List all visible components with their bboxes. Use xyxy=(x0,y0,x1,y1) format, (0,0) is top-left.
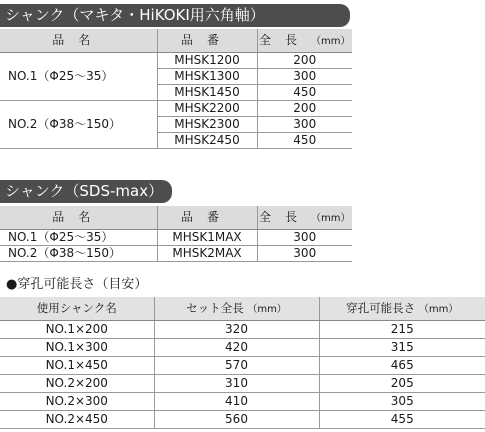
set-length: 310 xyxy=(154,375,319,393)
product-code: MHSK1200 xyxy=(157,53,257,69)
product-code: MHSK1300 xyxy=(157,69,257,85)
header-unit: （mm） xyxy=(311,35,351,47)
length-value: 200 xyxy=(257,101,352,117)
set-length: 420 xyxy=(154,339,319,357)
table-row xyxy=(0,339,485,357)
product-code: MHSK2450 xyxy=(157,133,257,149)
section-title-sds-max: シャンク（SDS-max） xyxy=(0,180,172,203)
header-length-text: 全長 xyxy=(259,32,312,47)
header-unit: （mm） xyxy=(418,303,459,315)
drill-length: 205 xyxy=(319,375,485,393)
header-code: 品番 xyxy=(157,206,257,230)
drill-length: 215 xyxy=(319,321,485,339)
header-length xyxy=(257,206,352,230)
header-unit: （mm） xyxy=(311,212,351,224)
length-value: 300 xyxy=(257,117,352,133)
header-drill-length xyxy=(319,297,485,321)
sds-max-table xyxy=(0,206,352,262)
table-row xyxy=(0,321,485,339)
section-title-hex-shank: シャンク（マキタ・HiKOKI用六角軸） xyxy=(0,4,350,27)
group-name: NO.1（Φ25～35） xyxy=(0,53,157,101)
table-row xyxy=(0,357,485,375)
product-code: MHSK1MAX xyxy=(157,230,257,246)
drill-length: 455 xyxy=(319,411,485,429)
header-drill-length-text: 穿孔可能長さ xyxy=(346,300,416,315)
set-length: 410 xyxy=(154,393,319,411)
table-row xyxy=(0,230,352,246)
set-length: 320 xyxy=(154,321,319,339)
shank-name: NO.1×200 xyxy=(0,321,154,339)
drill-length: 465 xyxy=(319,357,485,375)
header-shank: 使用シャンク名 xyxy=(0,297,154,321)
table-header-row xyxy=(0,29,352,53)
product-code: MHSK2MAX xyxy=(157,246,257,262)
drill-length: 315 xyxy=(319,339,485,357)
set-length: 560 xyxy=(154,411,319,429)
product-code: MHSK2300 xyxy=(157,117,257,133)
product-name: NO.2（Φ38～150） xyxy=(0,246,157,262)
header-set-length-text: セット全長 xyxy=(186,300,244,315)
table-row xyxy=(0,411,485,429)
shank-name: NO.2×200 xyxy=(0,375,154,393)
hex-shank-table xyxy=(0,29,352,149)
table-header-row xyxy=(0,297,485,321)
length-value: 300 xyxy=(257,69,352,85)
table-row xyxy=(0,53,352,69)
header-name: 品名 xyxy=(0,29,157,53)
shank-name: NO.2×300 xyxy=(0,393,154,411)
table-row xyxy=(0,393,485,411)
drilling-length-title: ●穿孔可能長さ（目安） xyxy=(6,277,148,292)
set-length: 570 xyxy=(154,357,319,375)
length-value: 200 xyxy=(257,53,352,69)
product-code: MHSK1450 xyxy=(157,85,257,101)
length-value: 450 xyxy=(257,133,352,149)
header-unit: （mm） xyxy=(247,303,287,315)
shank-name: NO.2×450 xyxy=(0,411,154,429)
shank-name: NO.1×450 xyxy=(0,357,154,375)
header-set-length xyxy=(154,297,319,321)
length-value: 450 xyxy=(257,85,352,101)
header-code: 品番 xyxy=(157,29,257,53)
header-length-text: 全長 xyxy=(259,209,312,224)
header-name: 品名 xyxy=(0,206,157,230)
table-row xyxy=(0,375,485,393)
length-value: 300 xyxy=(257,230,352,246)
shank-name: NO.1×300 xyxy=(0,339,154,357)
group-name: NO.2（Φ38～150） xyxy=(0,101,157,149)
table-row xyxy=(0,246,352,262)
table-row xyxy=(0,101,352,117)
product-code: MHSK2200 xyxy=(157,101,257,117)
drilling-length-table xyxy=(0,297,485,429)
length-value: 300 xyxy=(257,246,352,262)
product-name: NO.1（Φ25～35） xyxy=(0,230,157,246)
drill-length: 305 xyxy=(319,393,485,411)
header-length xyxy=(257,29,352,53)
table-header-row xyxy=(0,206,352,230)
